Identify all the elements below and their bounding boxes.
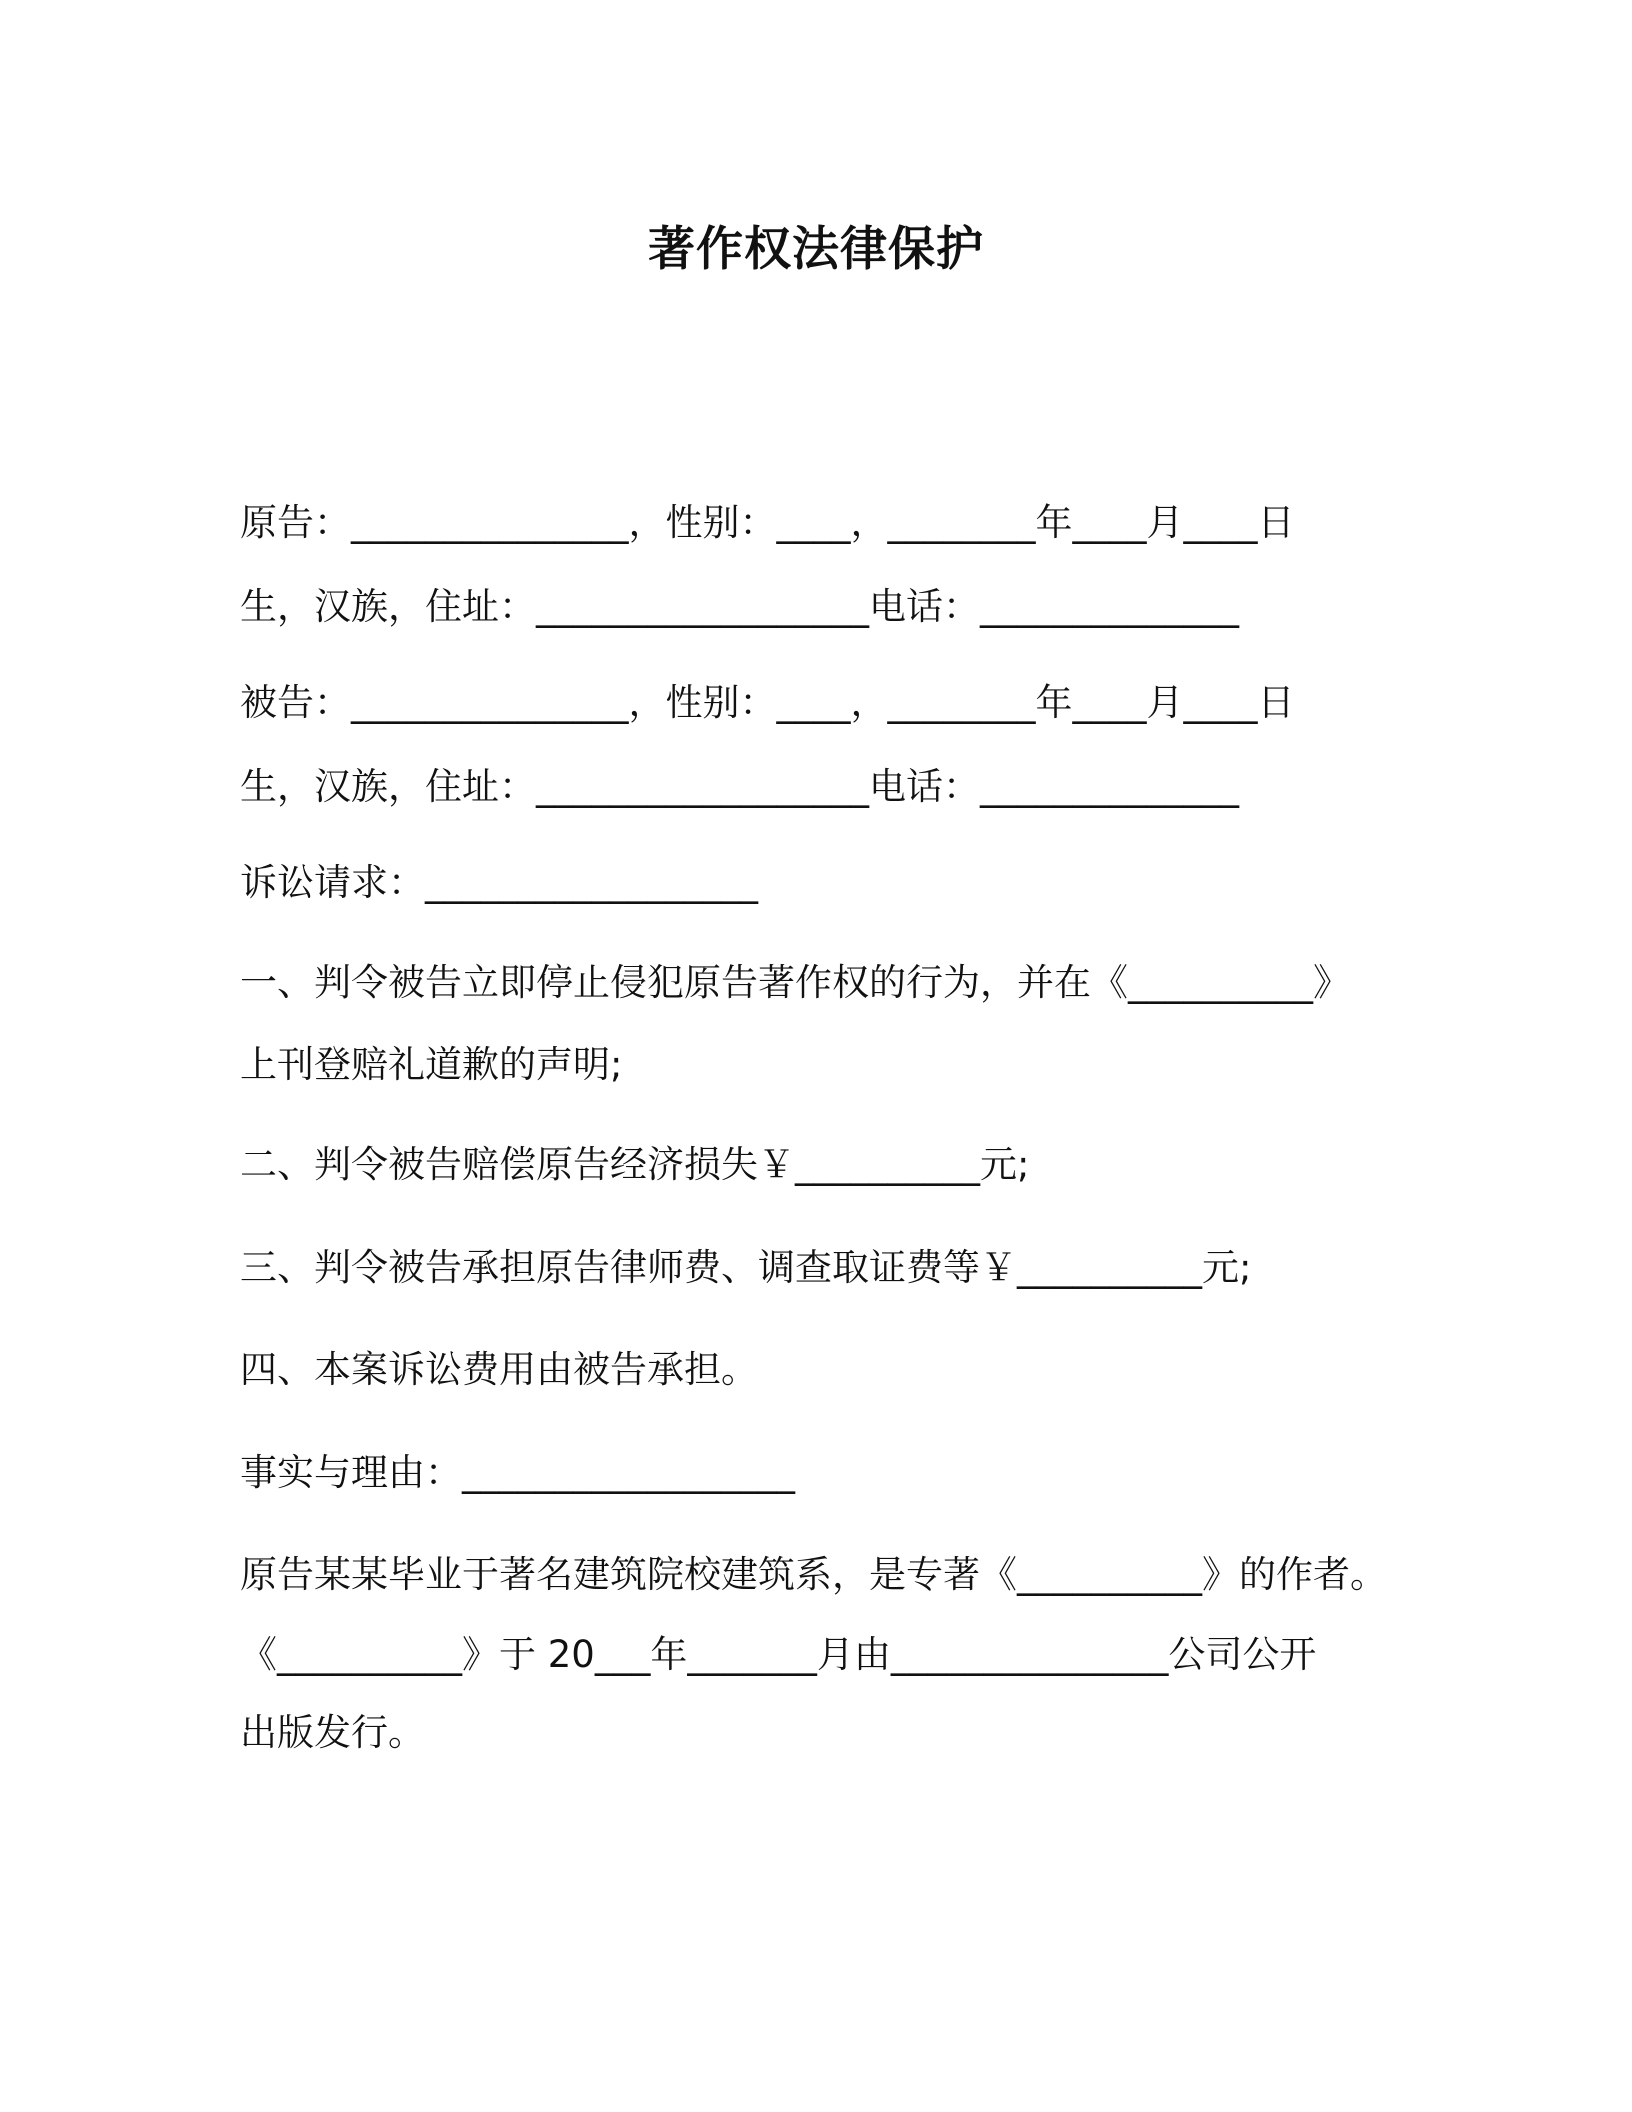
- claims-heading: 诉讼请求：__________________: [240, 861, 758, 904]
- defendant-line-1: 被告：_______________，性别：____，________年____月____日: [240, 681, 1295, 724]
- defendant-line-2: 生，汉族，住址：__________________电话：______________: [240, 765, 1239, 808]
- facts-line-3: 出版发行。: [240, 1711, 425, 1754]
- facts-line-2: 《__________》于 20___年_______月由_______________公司公开: [240, 1633, 1317, 1676]
- claim-2: 二、判令被告赔偿原告经济损失￥__________元;: [240, 1143, 1030, 1186]
- claim-1-line-2: 上刊登赔礼道歉的声明;: [240, 1043, 623, 1086]
- facts-line-1: 原告某某毕业于著名建筑院校建筑系，是专著《__________》的作者。: [240, 1553, 1387, 1596]
- plaintiff-line-1: 原告：_______________，性别：____，________年____月____日: [240, 501, 1295, 544]
- plaintiff-line-2: 生，汉族，住址：__________________电话：______________: [240, 585, 1239, 628]
- claim-3: 三、判令被告承担原告律师费、调查取证费等￥__________元;: [240, 1246, 1252, 1289]
- claim-1-line-1: 一、判令被告立即停止侵犯原告著作权的行为，并在《__________》: [240, 961, 1350, 1004]
- claim-4: 四、本案诉讼费用由被告承担。: [240, 1348, 758, 1391]
- facts-heading: 事实与理由：__________________: [240, 1451, 795, 1494]
- document-title: 著作权法律保护: [648, 222, 984, 277]
